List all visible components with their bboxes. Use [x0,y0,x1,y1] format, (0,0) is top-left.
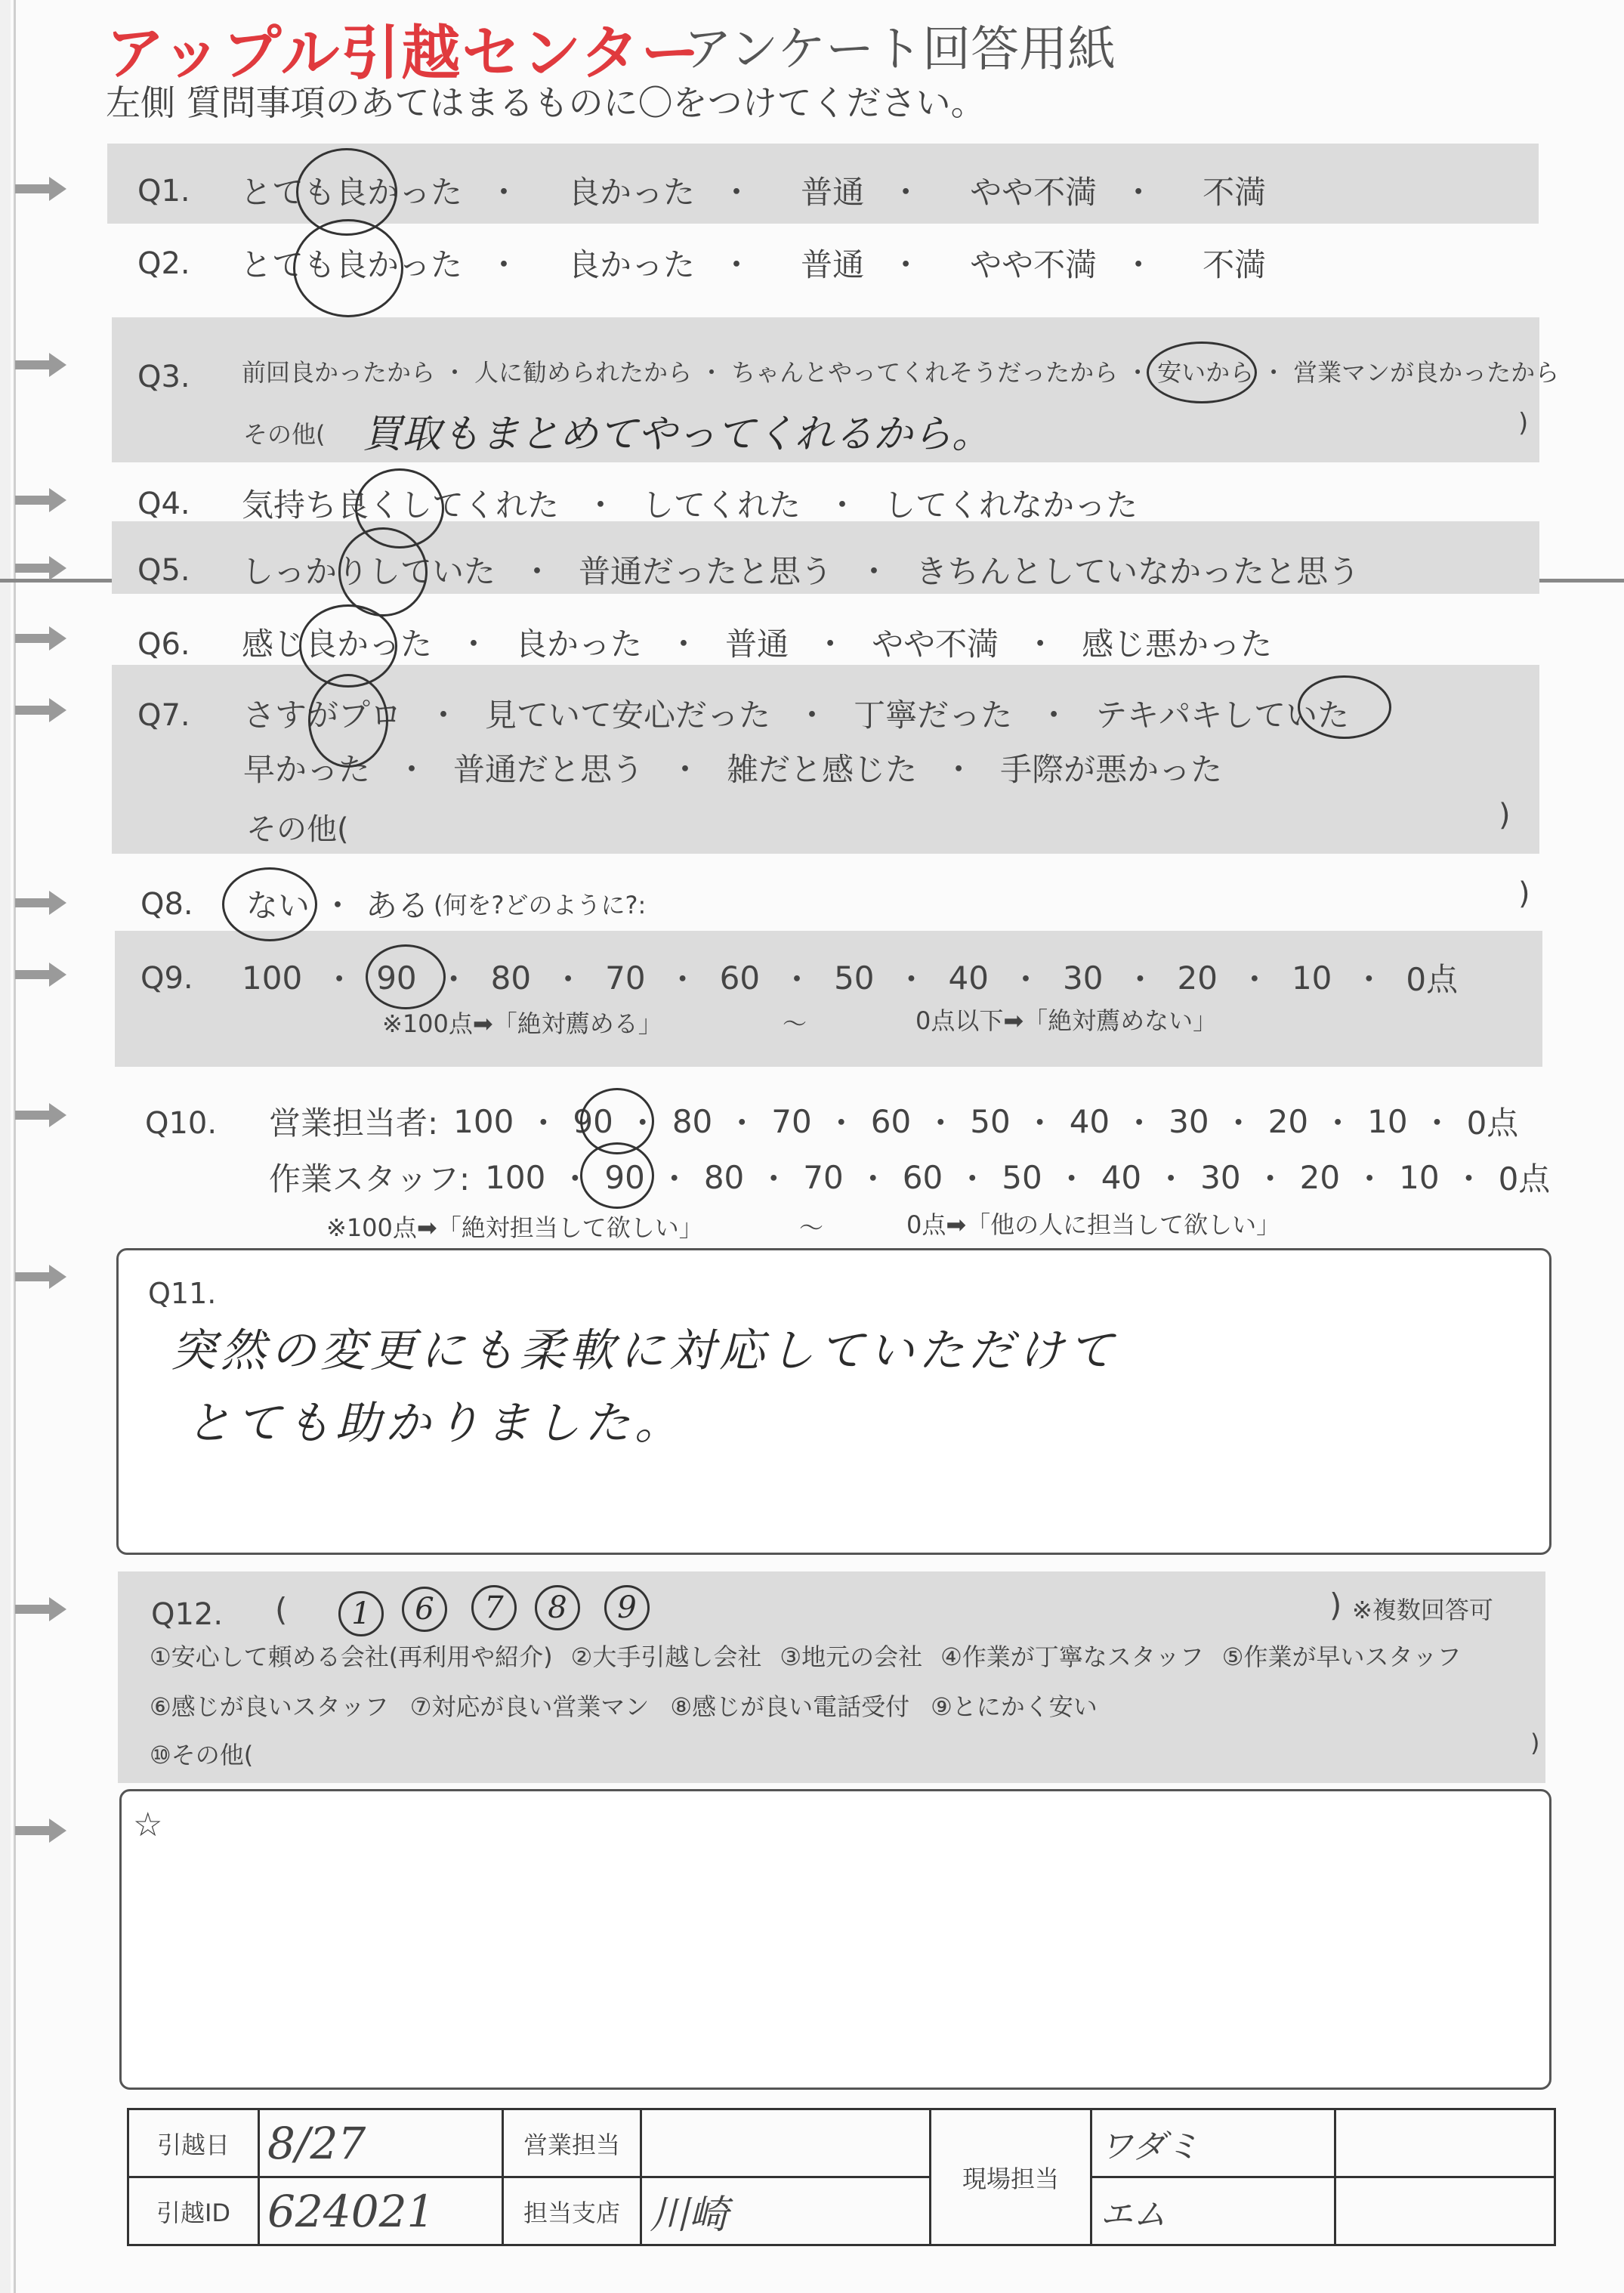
q10-score[interactable]: 40 [1069,1102,1110,1140]
q6-option[interactable]: 感じ悪かった [1082,626,1273,663]
q4-label: Q4. [137,487,190,521]
q6-options: 感じ良かった ・ 良かった ・ 普通 ・ やや不満 ・ 感じ悪かった [242,620,1272,665]
q10-score[interactable]: 10 [1399,1158,1440,1196]
q12-circled[interactable]: 7 [471,1585,517,1630]
q10-score[interactable]: 20 [1299,1158,1341,1196]
q2-option[interactable]: やや不満 [970,246,1098,283]
q10-score[interactable]: 60 [870,1102,912,1140]
q11-answer-line2[interactable]: とても助かりました。 [186,1397,684,1450]
answer-circle [293,219,403,317]
q12-choice[interactable]: ①安心して頼める会社(再利用や紹介) [150,1642,553,1671]
q2-options: とても良かった ・ 良かった ・ 普通 ・ やや不満 ・ 不満 [240,240,1266,286]
q7-other-label: その他( [246,812,349,847]
branch-label: 担当支店 [503,2177,641,2245]
q12-other-label: ⑩その他( [150,1741,254,1769]
q3-option[interactable]: 営業マンが良かったから [1293,358,1560,387]
q9-label: Q9. [140,961,193,996]
q10-score[interactable]: 80 [672,1102,713,1140]
q9-score[interactable]: 10 [1291,959,1332,997]
q1-label: Q1. [137,174,190,209]
q6-option[interactable]: 普通 [725,626,789,663]
q10-staff-label: 作業スタッフ: [269,1160,471,1197]
star-icon: ☆ [133,1806,163,1844]
q3-options: 前回良かったから ・ 人に勧められたから ・ ちゃんとやってくれそうだったから ・ 安いから ・ 営業マンが良かったから [242,354,1559,388]
q3-option[interactable]: 前回良かったから [242,358,436,387]
q7-options-row1: さすがプロ ・ 見ていて安心だった ・ 丁寧だった ・ テキパキしていた [243,691,1349,736]
q10-score[interactable]: 90 [573,1102,613,1140]
q7-options-row2: 早かった ・ 普通だと思う ・ 雑だと感じた ・ 手際が悪かった [243,745,1222,790]
q10-label: Q10. [145,1106,218,1141]
sales-label: 営業担当 [503,2109,641,2177]
q6-option[interactable]: やや不満 [872,626,999,663]
q10-score[interactable]: 60 [902,1158,943,1196]
q9-score[interactable]: 60 [719,959,761,997]
q10-score[interactable]: 20 [1267,1102,1309,1140]
arrow-icon [15,1102,68,1129]
q12-choice[interactable]: ③地元の会社 [780,1642,923,1671]
answer-circle [366,944,446,1009]
q2-option[interactable]: 良かった [568,246,696,283]
q10-score[interactable]: 50 [970,1102,1011,1140]
free-comment-box[interactable] [119,1789,1551,2090]
q2-label: Q2. [137,246,190,281]
footer-table [127,2108,1556,2246]
q4-options: 気持ち良くしてくれた ・ してくれた ・ してくれなかった [242,481,1138,526]
q12-choice[interactable]: ②大手引越し会社 [570,1642,762,1671]
form-title: アンケート回答用紙 [684,22,1116,78]
q10-score[interactable]: 100 [453,1102,514,1140]
arrow-icon [15,1263,68,1290]
q3-option[interactable]: 人に勧められたから [474,358,693,387]
q10-note-tilde: 〜 [799,1213,824,1242]
q10-score[interactable]: 80 [703,1158,745,1196]
q12-other-close: ) [1530,1729,1540,1757]
q4-option[interactable]: してくれた [642,487,801,524]
move-date-label: 引越日 [128,2109,259,2177]
answer-circle [338,527,428,617]
q10-score[interactable]: 10 [1367,1102,1408,1140]
q7-option[interactable]: 丁寧だった [854,697,1013,734]
field-label: 現場担当 [931,2109,1091,2245]
answer-circle [222,867,317,941]
field-extra-2[interactable] [1335,2177,1555,2245]
q11-answer-line1[interactable]: 突然の変更にも柔軟に対応していただけて [171,1324,1118,1377]
field-value-2[interactable]: エム [1091,2177,1335,2245]
q6-label: Q6. [137,627,190,662]
q9-note-left: ※100点➡「絶対薦める」 [382,1009,662,1038]
q11-label: Q11. [148,1277,217,1310]
q10-note-left: ※100点➡「絶対担当して欲しい」 [326,1213,703,1242]
q10-score[interactable]: 30 [1200,1158,1241,1196]
q7-option[interactable]: 普通だと思う [453,751,644,788]
q7-label: Q7. [137,698,190,733]
q9-score[interactable]: 40 [948,959,989,997]
q1-option[interactable]: 不満 [1203,174,1267,211]
q8-close: ) [1518,876,1530,911]
q12-open: ( [275,1591,288,1628]
arrow-icon [15,487,68,514]
q8-prompt: (何を?どのように?: [434,891,647,919]
q4-option[interactable]: してくれなかった [884,487,1138,524]
arrow-icon [15,175,68,202]
q9-score[interactable]: 20 [1177,959,1218,997]
q10-score[interactable]: 70 [771,1102,812,1140]
q2-option[interactable]: 不満 [1203,246,1267,283]
q12-choice[interactable]: ⑤作業が早いスタッフ [1221,1642,1462,1671]
q8-option[interactable]: ない [246,887,310,924]
q10-score[interactable]: 90 [604,1158,645,1196]
q5-option[interactable]: 普通だったと思う [579,553,833,590]
q10-score[interactable]: 30 [1169,1102,1209,1140]
answer-circle [580,1142,654,1209]
q12-note: ※複数回答可 [1352,1596,1493,1624]
q10-score[interactable]: 50 [1002,1158,1042,1196]
q8-label: Q8. [140,887,193,922]
q12-circled[interactable]: 9 [604,1585,650,1630]
instruction-text: 左側 質問事項のあてはまるものに〇をつけてください。 [106,82,986,123]
move-date-value[interactable]: 8/27 [259,2109,503,2177]
q9-scores: 100 ・ 90 ・ 80 ・ 70 ・ 60 ・ 50 ・ 40 ・ 30 ・ 20 ・ 10 ・ 0点 [242,955,1458,1000]
q7-option[interactable]: 見ていて安心だった [485,697,771,734]
arrow-icon [15,351,68,379]
q5-option[interactable]: きちんとしていなかったと思う [915,553,1360,590]
q12-choice[interactable]: ⑧感じが良い電話受付 [670,1692,910,1721]
q7-option[interactable]: 手際が悪かった [1000,751,1223,788]
field-value-1[interactable]: ワダミ [1091,2109,1335,2177]
q10-note-right: 0点➡「他の人に担当して欲しい」 [906,1210,1281,1239]
q7-option[interactable]: 雑だと感じた [727,751,918,788]
q10-sales-row: 営業担当者: 100 ・ 90 ・ 80 ・ 70 ・ 60 ・ 50 ・ 40 ・ 30 ・ 20 ・ 10 ・ 0点 [269,1099,1518,1144]
q8-options: ない ・ ある (何を?どのように?: [246,881,646,926]
q5-label: Q5. [137,553,190,588]
q6-option[interactable]: 感じ良かった [242,626,433,663]
q7-option[interactable]: テキパキしていた [1095,697,1350,734]
q12-close: ) [1329,1587,1342,1624]
arrow-icon [15,697,68,724]
arrow-icon [15,625,68,652]
q1-option[interactable]: 普通 [801,174,865,211]
q9-score[interactable]: 50 [834,959,875,997]
q12-choice[interactable]: ⑨とにかく安い [931,1692,1098,1721]
q9-score[interactable]: 30 [1063,959,1104,997]
q10-score[interactable]: 70 [803,1158,844,1196]
move-id-label: 引越ID [128,2177,259,2245]
q9-score[interactable]: 100 [242,959,303,997]
q2-option[interactable]: とても良かった [240,246,463,283]
q1-options: とても良かった ・ 良かった ・ 普通 ・ やや不満 ・ 不満 [240,168,1266,213]
q1-option[interactable]: とても良かった [240,174,463,211]
q1-option[interactable]: 良かった [568,174,696,211]
q7-other-close: ) [1499,798,1511,833]
arrow-icon [15,1596,68,1623]
q3-other-label: その他( [243,420,326,449]
page-edge [0,0,11,2293]
q10-score[interactable]: 0点 [1466,1105,1519,1142]
q12-circled[interactable]: 8 [535,1585,580,1630]
q9-note-right: 0点以下➡「絶対薦めない」 [915,1006,1218,1035]
q10-score[interactable]: 40 [1101,1158,1142,1196]
q4-option[interactable]: 気持ち良くしてくれた [242,487,560,524]
q9-note-tilde: 〜 [783,1009,807,1038]
q12-circled[interactable]: 6 [402,1587,447,1632]
q12-choices-row1 [150,1638,1461,1673]
q12-choices-row2 [150,1688,1098,1723]
brand-title: アップル引越センター [106,20,702,88]
q9-score[interactable]: 70 [605,959,646,997]
q3-other-answer[interactable]: 買取もまとめてやってくれるから。 [363,412,992,457]
arrow-icon [15,555,68,582]
branch-value[interactable]: 川崎 [641,2177,931,2245]
arrow-icon [15,1817,68,1844]
q12-choice[interactable]: ④作業が丁寧なスタッフ [940,1642,1204,1671]
q2-option[interactable]: 普通 [801,246,865,283]
field-extra-1[interactable] [1335,2109,1555,2177]
arrow-icon [15,889,68,916]
arrow-icon [15,961,68,988]
q12-circled[interactable]: 1 [338,1591,384,1636]
q9-score[interactable]: 90 [376,959,417,997]
q8-option[interactable]: ある [366,887,430,924]
q5-options: しっかりしていた ・ 普通だったと思う ・ きちんとしていなかったと思う [242,547,1360,592]
q3-option[interactable]: ちゃんとやってくれそうだったから [731,358,1119,387]
q9-score[interactable]: 0点 [1406,961,1459,998]
q6-option[interactable]: 良かった [515,626,643,663]
q3-option[interactable]: 安いから [1157,358,1255,387]
answer-circle [1298,675,1391,739]
q10-score[interactable]: 100 [485,1158,546,1196]
q12-choice[interactable]: ⑦対応が良い営業マン [409,1692,650,1721]
q7-option[interactable]: さすがプロ [243,697,403,734]
q9-score[interactable]: 80 [490,959,532,997]
q12-choice[interactable]: ⑥感じが良いスタッフ [150,1692,389,1721]
q10-sales-label: 営業担当者: [269,1105,439,1142]
q3-other-close: ) [1518,408,1529,438]
sales-value[interactable] [641,2109,931,2177]
answer-circle [1147,341,1257,403]
move-id-value[interactable]: 624021 [259,2177,503,2245]
binding-line [14,0,16,2293]
answer-circle [308,674,388,768]
q5-option[interactable]: しっかりしていた [242,553,496,590]
q3-label: Q3. [137,360,190,394]
q12-label: Q12. [151,1597,224,1632]
q1-option[interactable]: やや不満 [970,174,1098,211]
q10-staff-row: 作業スタッフ: 100 ・ 90 ・ 80 ・ 70 ・ 60 ・ 50 ・ 40 ・ 30 ・ 20 ・ 10 ・ 0点 [269,1154,1550,1200]
q10-score[interactable]: 0点 [1498,1160,1551,1197]
q7-option[interactable]: 早かった [243,751,371,788]
